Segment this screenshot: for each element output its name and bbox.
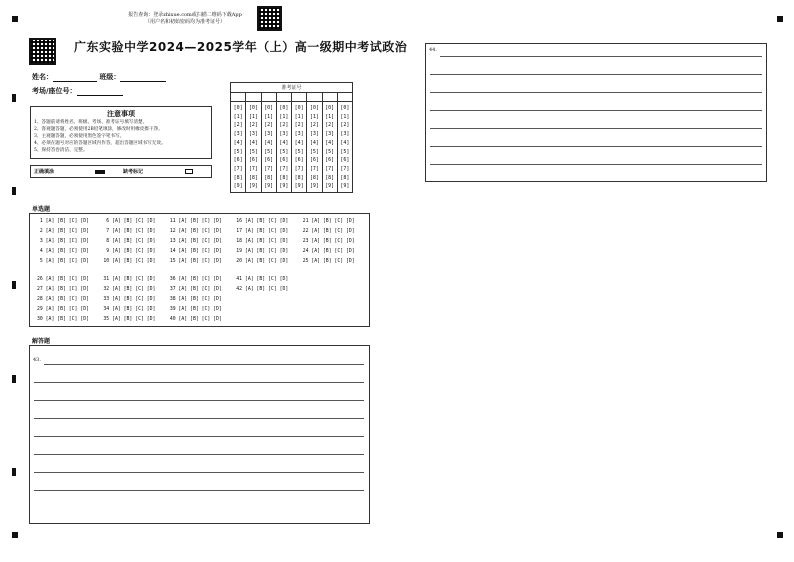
admission-digit-bubble[interactable]: [9] [309,183,319,190]
name-field[interactable] [32,72,166,82]
admission-digit-bubble[interactable]: [5] [294,148,304,155]
answer-line [34,418,364,419]
timing-mark [12,187,16,195]
admission-digit-bubble[interactable]: [1] [325,113,335,120]
admission-digit-bubble[interactable]: [0] [325,105,335,111]
timing-mark [12,281,16,289]
mcq-box [29,213,370,327]
absent-mark-label: 缺考标记 [123,169,144,175]
admission-digit-bubble[interactable]: [4] [294,139,304,146]
mcq-row[interactable]: 28 [A] [B] [C] [D] 33 [A] [B] [C] [D] 38 [A] [B] [C] [D] [37,297,222,302]
admission-digit-bubble[interactable]: [8] [248,174,258,181]
admission-digit-bubble[interactable]: [2] [233,122,243,129]
admission-digit-bubble[interactable]: [1] [233,113,243,120]
admission-digit-bubble[interactable]: [6] [279,157,289,164]
answer-line [34,400,364,401]
answer-line [430,164,762,165]
mcq-row[interactable]: 3 [A] [B] [C] [D] 8 [A] [B] [C] [D] 13 [A] [B] [C] [D] 18 [A] [B] [C] [D] 23 [A] [B] [C] [D] [37,239,355,244]
answer-line [34,454,364,455]
answer-line [430,110,762,111]
admission-digit-write-box[interactable] [246,93,260,102]
admission-digit-bubble[interactable]: [8] [325,174,335,181]
name-line [53,74,97,82]
admission-digit-bubble[interactable]: [5] [340,148,350,155]
admission-digit-bubble[interactable]: [1] [264,113,274,120]
mcq-row[interactable]: 26 [A] [B] [C] [D] 31 [A] [B] [C] [D] 36 [A] [B] [C] [D] 41 [A] [B] [C] [D] [37,277,289,282]
admission-digit-bubble[interactable]: [8] [309,174,319,181]
admission-digit-bubble[interactable]: [2] [279,122,289,129]
app-qr-code-icon [257,6,282,31]
answer-line [34,382,364,383]
admission-digit-bubble[interactable]: [6] [325,157,335,164]
admission-digit-bubble[interactable]: [8] [340,174,350,181]
notice-line: 3、主观题答题，必须使用黑色签字笔书写。 [34,134,125,139]
admission-digit-bubble[interactable]: [9] [294,183,304,190]
admission-digit-bubble[interactable]: [1] [248,113,258,120]
admission-digit-write-box[interactable] [231,93,245,102]
admission-number-grid [230,82,353,193]
admission-digit-bubble[interactable]: [1] [309,113,319,120]
mcq-row[interactable]: 30 [A] [B] [C] [D] 35 [A] [B] [C] [D] 40 [A] [B] [C] [D] [37,317,222,322]
admission-digit-bubble[interactable]: [1] [340,113,350,120]
admission-digit-bubble[interactable]: [2] [325,122,335,129]
mcq-row[interactable]: 2 [A] [B] [C] [D] 7 [A] [B] [C] [D] 12 [A] [B] [C] [D] 17 [A] [B] [C] [D] 22 [A] [B] [C] [D] [37,229,355,234]
timing-mark [12,468,16,476]
admission-digit-bubble[interactable]: [3] [233,131,243,138]
login-hint-text: （用户名和初始密码均为准考证号） [144,19,225,25]
admission-digit-write-box[interactable] [262,93,276,102]
admission-digit-bubble[interactable]: [7] [279,165,289,172]
notice-box [30,106,212,159]
admission-digit-bubble[interactable]: [3] [248,131,258,138]
admission-digit-bubble[interactable]: [0] [279,105,289,111]
admission-digit-bubble[interactable]: [4] [340,139,350,146]
answer-line [34,472,364,473]
admission-digit-bubble[interactable]: [8] [233,174,243,181]
seat-field[interactable] [32,86,123,96]
admission-digit-bubble[interactable]: [6] [264,157,274,164]
answer-line [430,74,762,75]
admission-digit-bubble[interactable]: [3] [279,131,289,138]
admission-digit-bubble[interactable]: [7] [233,165,243,172]
seat-line [77,88,123,96]
admission-digit-bubble[interactable]: [6] [309,157,319,164]
admission-digit-bubble[interactable]: [1] [294,113,304,120]
admission-digit-bubble[interactable]: [6] [340,157,350,164]
admission-digit-column [323,93,338,192]
answer-line [430,92,762,93]
admission-digit-bubble[interactable]: [7] [248,165,258,172]
admission-digit-bubble[interactable]: [0] [248,105,258,111]
answer-line [430,128,762,129]
admission-digit-write-box[interactable] [307,93,321,102]
admission-digit-bubble[interactable]: [7] [309,165,319,172]
answer-line [34,490,364,491]
admission-digit-bubble[interactable]: [9] [264,183,274,190]
admission-digit-bubble[interactable]: [5] [264,148,274,155]
admission-digit-bubble[interactable]: [8] [279,174,289,181]
answer-line [44,364,364,365]
admission-digit-bubble[interactable]: [9] [233,183,243,190]
admission-digit-bubble[interactable]: [4] [279,139,289,146]
mcq-row[interactable]: 29 [A] [B] [C] [D] 34 [A] [B] [C] [D] 39 [A] [B] [C] [D] [37,307,222,312]
admission-digit-bubble[interactable]: [2] [248,122,258,129]
absent-mark-checkbox[interactable] [185,169,193,174]
admission-digit-column [231,93,246,192]
answer-line [440,56,762,57]
admission-digit-bubble[interactable]: [9] [340,183,350,190]
admission-digit-column [338,93,352,192]
answer-box-43[interactable] [29,345,370,524]
seat-label: 考场/座位号： [32,87,77,95]
admission-digit-bubble[interactable]: [7] [294,165,304,172]
admission-digit-bubble[interactable]: [4] [264,139,274,146]
admission-digit-column [262,93,277,192]
question-43-number: 43. [33,357,41,363]
admission-digit-bubble[interactable]: [4] [309,139,319,146]
admission-digit-bubble[interactable]: [0] [233,105,243,111]
admission-digit-bubble[interactable]: [0] [264,105,274,111]
admission-digit-bubble[interactable]: [7] [264,165,274,172]
name-label: 姓名： [32,73,53,81]
admission-title: 准考证号 [231,83,352,93]
admission-digit-bubble[interactable]: [3] [264,131,274,138]
admission-digit-write-box[interactable] [292,93,306,102]
mcq-row[interactable]: 4 [A] [B] [C] [D] 9 [A] [B] [C] [D] 14 [A] [B] [C] [D] 19 [A] [B] [C] [D] 24 [A] [B] [C] [D] [37,249,355,254]
class-line [120,74,166,82]
answer-section-title: 解答题 [32,338,51,345]
mcq-row[interactable]: 1 [A] [B] [C] [D] 6 [A] [B] [C] [D] 11 [A] [B] [C] [D] 16 [A] [B] [C] [D] 21 [A] [B] [C] [D] [37,219,355,224]
admission-digit-bubble[interactable]: [9] [325,183,335,190]
mcq-section-title: 单选题 [32,206,51,213]
exam-title: 广东实验中学2024—2025学年（上）高一级期中考试政治 [74,40,408,54]
admission-digit-column [292,93,307,192]
admission-digit-bubble[interactable]: [4] [248,139,258,146]
admission-digit-bubble[interactable]: [2] [309,122,319,129]
admission-digit-bubble[interactable]: [6] [233,157,243,164]
timing-mark [12,375,16,383]
admission-digit-bubble[interactable]: [6] [248,157,258,164]
timing-mark [777,532,783,538]
admission-digit-bubble[interactable]: [0] [294,105,304,111]
admission-digit-bubble[interactable]: [9] [248,183,258,190]
admission-digit-bubble[interactable]: [2] [340,122,350,129]
admission-digit-bubble[interactable]: [1] [279,113,289,120]
admission-digit-bubble[interactable]: [6] [294,157,304,164]
admission-digit-bubble[interactable]: [3] [294,131,304,138]
admission-digit-bubble[interactable]: [5] [309,148,319,155]
timing-mark [12,16,18,22]
admission-digit-write-box[interactable] [277,93,291,102]
notice-line: 5、保持答卷清洁、完整。 [34,148,88,153]
admission-digit-bubble[interactable]: [4] [325,139,335,146]
class-label: 班级： [99,73,121,81]
notice-line: 1、答题前请将姓名、班级、考场、准考证号填写清楚。 [34,120,148,125]
mcq-row[interactable]: 27 [A] [B] [C] [D] 32 [A] [B] [C] [D] 37 [A] [B] [C] [D] 42 [A] [B] [C] [D] [37,287,289,292]
fill-example-box [30,165,212,178]
notice-line: 2、客观题答题，必须使用2B铅笔填涂，修改时用橡皮擦干净。 [34,127,163,132]
admission-digit-bubble[interactable]: [5] [279,148,289,155]
admission-digit-bubble[interactable]: [5] [248,148,258,155]
correct-fill-sample-icon [95,170,105,174]
notice-title: 注意事项 [107,110,135,118]
admission-digit-bubble[interactable]: [0] [309,105,319,111]
admission-columns [231,93,352,192]
admission-digit-bubble[interactable]: [9] [279,183,289,190]
admission-digit-bubble[interactable]: [3] [309,131,319,138]
mcq-row[interactable]: 5 [A] [B] [C] [D] 10 [A] [B] [C] [D] 15 [A] [B] [C] [D] 20 [A] [B] [C] [D] 25 [A] [B] [C] [D] [37,259,355,264]
admission-digit-column [307,93,322,192]
correct-fill-label: 正确填涂 [34,169,55,175]
student-qr-code-icon [29,38,56,65]
admission-digit-bubble[interactable]: [2] [264,122,274,129]
admission-digit-bubble[interactable]: [7] [340,165,350,172]
answer-line [34,436,364,437]
admission-digit-write-box[interactable] [338,93,352,102]
admission-digit-bubble[interactable]: [5] [233,148,243,155]
question-44-number: 44. [429,47,437,53]
admission-digit-bubble[interactable]: [8] [294,174,304,181]
admission-digit-bubble[interactable]: [4] [233,139,243,146]
answer-line [430,146,762,147]
timing-mark [777,16,783,22]
notice-line: 4、必须在题号对应的答题区域内作答，超出答题区域书写无效。 [34,141,166,146]
report-query-text: 报告查询：登录zhixue.com或扫描二维码下载App [128,12,242,18]
admission-digit-bubble[interactable]: [5] [325,148,335,155]
admission-digit-bubble[interactable]: [7] [325,165,335,172]
admission-digit-bubble[interactable]: [3] [340,131,350,138]
timing-mark [12,94,16,102]
admission-digit-bubble[interactable]: [2] [294,122,304,129]
admission-digit-column [246,93,261,192]
answer-box-44[interactable] [425,43,767,182]
admission-digit-bubble[interactable]: [8] [264,174,274,181]
admission-digit-write-box[interactable] [323,93,337,102]
admission-digit-column [277,93,292,192]
timing-mark [12,532,18,538]
admission-digit-bubble[interactable]: [0] [340,105,350,111]
admission-digit-bubble[interactable]: [3] [325,131,335,138]
